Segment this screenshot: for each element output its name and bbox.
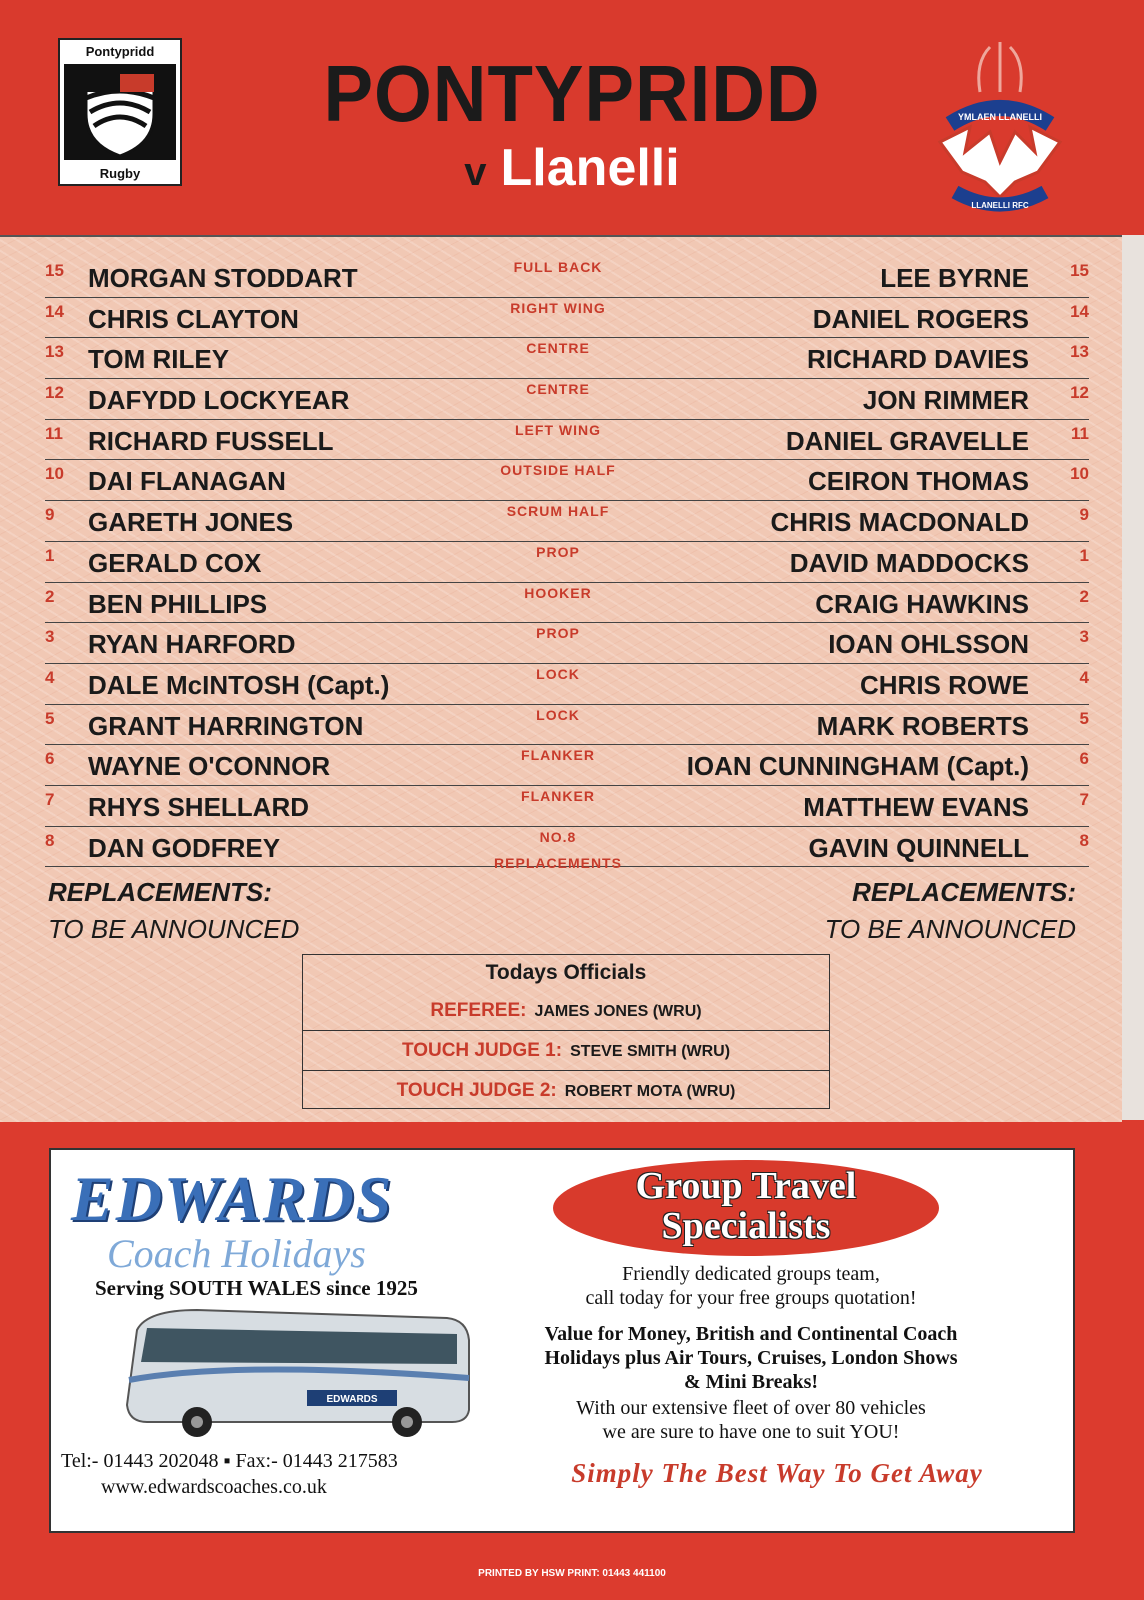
opponent-name: Llanelli: [500, 139, 680, 197]
position-label: LOCK: [536, 665, 580, 682]
away-player: DANIEL GRAVELLE: [785, 425, 1029, 456]
position-label: FLANKER: [521, 747, 595, 764]
home-number: 10: [45, 464, 64, 484]
header: [0, 0, 1144, 235]
crest-ribbon-top: YMLAEN LLANELLI: [958, 112, 1042, 122]
away-player: IOAN CUNNINGHAM (Capt.): [686, 751, 1029, 782]
away-number: 11: [1071, 423, 1089, 443]
official-role: TOUCH JUDGE 2:: [396, 1080, 557, 1101]
official-role: REFEREE:: [430, 1000, 527, 1021]
away-player: MARK ROBERTS: [816, 710, 1029, 741]
lineup-row: [45, 664, 1089, 705]
home-number: 2: [45, 586, 55, 606]
advert-line: & Mini Breaks!: [683, 1371, 819, 1393]
group-travel-heading: [553, 1166, 939, 1246]
lineup-row: [45, 623, 1089, 664]
position-label: FULL BACK: [513, 259, 603, 275]
advert-line: Value for Money, British and Continental Coach: [544, 1323, 958, 1345]
away-number: 13: [1070, 342, 1089, 362]
away-number: 5: [1079, 708, 1089, 728]
home-player: GERALD COX: [88, 547, 262, 578]
lineup-row: [45, 420, 1089, 461]
edwards-advert: [49, 1148, 1075, 1533]
position-label: SCRUM HALF: [506, 503, 610, 520]
bus-label: EDWARDS: [326, 1394, 378, 1405]
home-player: GRANT HARRINGTON: [88, 710, 364, 741]
position-label: PROP: [536, 625, 580, 642]
advert-copy: [491, 1262, 1011, 1444]
advert-brand-sub: Coach Holidays: [107, 1231, 366, 1276]
lineup-row: [45, 542, 1089, 583]
away-number: 7: [1079, 789, 1089, 809]
advert-phone: Tel:- 01443 202048 ▪ Fax:- 01443 217583: [61, 1450, 398, 1472]
home-player: DALE McINTOSH (Capt.): [88, 669, 390, 700]
lineup-row: [45, 705, 1089, 746]
position-label: LEFT WING: [515, 421, 601, 438]
away-player: GAVIN QUINNELL: [808, 832, 1029, 863]
official-row: [303, 991, 829, 1031]
lineup-row: [45, 298, 1089, 339]
away-number: 12: [1070, 383, 1089, 403]
home-player: WAYNE O'CONNOR: [88, 751, 331, 782]
away-player: RICHARD DAVIES: [807, 344, 1029, 375]
away-replacements-title: REPLACEMENTS:: [852, 877, 1076, 907]
home-number: 9: [45, 505, 55, 525]
officials-box: [302, 954, 830, 1109]
page-edge: [1122, 235, 1144, 1120]
home-replacements: [48, 877, 299, 945]
advert-line: Friendly dedicated groups team,: [622, 1263, 880, 1285]
lineup-row: [45, 379, 1089, 420]
coach-bus-icon: [117, 1300, 477, 1440]
away-replacements-text: TO BE ANNOUNCED: [824, 914, 1076, 944]
versus-label: v: [464, 150, 487, 194]
position-label: NO.8: [539, 828, 577, 845]
home-number: 11: [45, 423, 63, 443]
away-player: IOAN OHLSSON: [828, 629, 1029, 660]
home-number: 15: [45, 261, 64, 280]
crest-bottom-label: Rugby: [99, 166, 141, 181]
home-number: 13: [45, 342, 64, 362]
home-number: 14: [45, 301, 64, 321]
position-label: OUTSIDE HALF: [500, 462, 616, 479]
away-number: 8: [1079, 830, 1089, 850]
away-number: 3: [1079, 627, 1089, 647]
match-title: PONTYPRIDD: [323, 49, 821, 138]
away-player: LEE BYRNE: [880, 263, 1029, 293]
home-number: 5: [45, 708, 55, 728]
home-player: TOM RILEY: [88, 344, 230, 375]
home-number: 3: [45, 627, 55, 647]
advert-slogan: Simply The Best Way To Get Away: [571, 1458, 983, 1488]
home-replacements-text: TO BE ANNOUNCED: [48, 914, 300, 944]
away-player: CRAIG HAWKINS: [815, 588, 1029, 619]
lineup-table: [45, 257, 1089, 867]
home-number: 8: [45, 830, 55, 850]
official-name: STEVE SMITH (WRU): [570, 1043, 731, 1060]
home-player: BEN PHILLIPS: [88, 588, 268, 619]
away-number: 6: [1079, 749, 1089, 769]
home-replacements-title: REPLACEMENTS:: [48, 877, 272, 907]
position-label: LOCK: [536, 706, 580, 723]
home-number: 7: [45, 789, 55, 809]
official-role: TOUCH JUDGE 1:: [401, 1040, 563, 1061]
away-number: 10: [1070, 464, 1089, 484]
lineup-row: [45, 501, 1089, 542]
home-number: 1: [45, 545, 55, 565]
lineup-row: [45, 460, 1089, 501]
home-player: RICHARD FUSSELL: [88, 425, 334, 456]
advert-line: Holidays plus Air Tours, Cruises, London Shows: [544, 1347, 958, 1369]
away-player: CHRIS ROWE: [860, 669, 1029, 700]
position-label: HOOKER: [524, 584, 592, 601]
home-number: 12: [45, 383, 64, 403]
advert-tagline: Serving SOUTH WALES since 1925: [95, 1276, 418, 1300]
away-number: 2: [1079, 586, 1089, 606]
llanelli-crest-icon: [920, 32, 1080, 222]
away-number: 15: [1070, 261, 1089, 280]
lineup-row: [45, 338, 1089, 379]
away-player: JON RIMMER: [862, 385, 1029, 416]
home-player: DAFYDD LOCKYEAR: [88, 385, 350, 416]
position-label: PROP: [536, 543, 580, 560]
home-number: 4: [45, 667, 55, 687]
advert-line: call today for your free groups quotation!: [585, 1287, 917, 1309]
team-sheet: [0, 235, 1122, 1122]
official-name: ROBERT MOTA (WRU): [564, 1083, 736, 1100]
away-player: MATTHEW EVANS: [803, 791, 1029, 822]
replacements-center-label: REPLACEMENTS: [494, 855, 622, 871]
lineup-row: [45, 786, 1089, 827]
away-number: 14: [1070, 301, 1089, 321]
home-player: RHYS SHELLARD: [88, 791, 310, 822]
home-player: DAI FLANAGAN: [88, 466, 286, 497]
away-player: CEIRON THOMAS: [808, 466, 1029, 497]
oval-line-2: Specialists: [661, 1205, 831, 1247]
position-label: CENTRE: [526, 340, 590, 357]
home-player: GARETH JONES: [88, 507, 294, 538]
official-name: JAMES JONES (WRU): [534, 1003, 702, 1020]
home-player: MORGAN STODDART: [88, 263, 358, 293]
away-number: 4: [1079, 667, 1089, 687]
home-player: DAN GODFREY: [88, 832, 281, 863]
crest-top-label: Pontypridd: [85, 44, 155, 59]
home-player: RYAN HARFORD: [88, 629, 296, 660]
official-row: [303, 1071, 829, 1110]
advert-line: With our extensive fleet of over 80 vehicles: [576, 1397, 926, 1419]
oval-line-1: Group Travel: [635, 1165, 857, 1207]
advert-contact: [61, 1448, 398, 1500]
away-player: CHRIS MACDONALD: [770, 507, 1029, 538]
position-label: CENTRE: [526, 381, 590, 398]
printer-credit: PRINTED BY HSW PRINT: 01443 441100: [478, 1568, 666, 1579]
away-number: 1: [1079, 545, 1089, 565]
advert-brand: EDWARDS: [71, 1163, 394, 1234]
away-player: DANIEL ROGERS: [812, 303, 1029, 334]
position-label: RIGHT WING: [510, 299, 606, 316]
advert-line: we are sure to have one to suit YOU!: [602, 1421, 900, 1443]
away-number: 9: [1079, 505, 1089, 525]
home-player: CHRIS CLAYTON: [88, 303, 299, 334]
crest-ribbon-bottom: LLANELLI RFC: [971, 201, 1029, 210]
lineup-row: [45, 257, 1089, 298]
lineup-row: [45, 583, 1089, 624]
position-label: FLANKER: [521, 787, 595, 804]
official-row: [303, 1031, 829, 1071]
home-number: 6: [45, 749, 55, 769]
lineup-row: [45, 745, 1089, 786]
away-replacements: [825, 877, 1076, 945]
advert-website[interactable]: www.edwardscoaches.co.uk: [101, 1476, 327, 1498]
officials-title: Todays Officials: [485, 961, 647, 984]
away-player: DAVID MADDOCKS: [789, 547, 1029, 578]
